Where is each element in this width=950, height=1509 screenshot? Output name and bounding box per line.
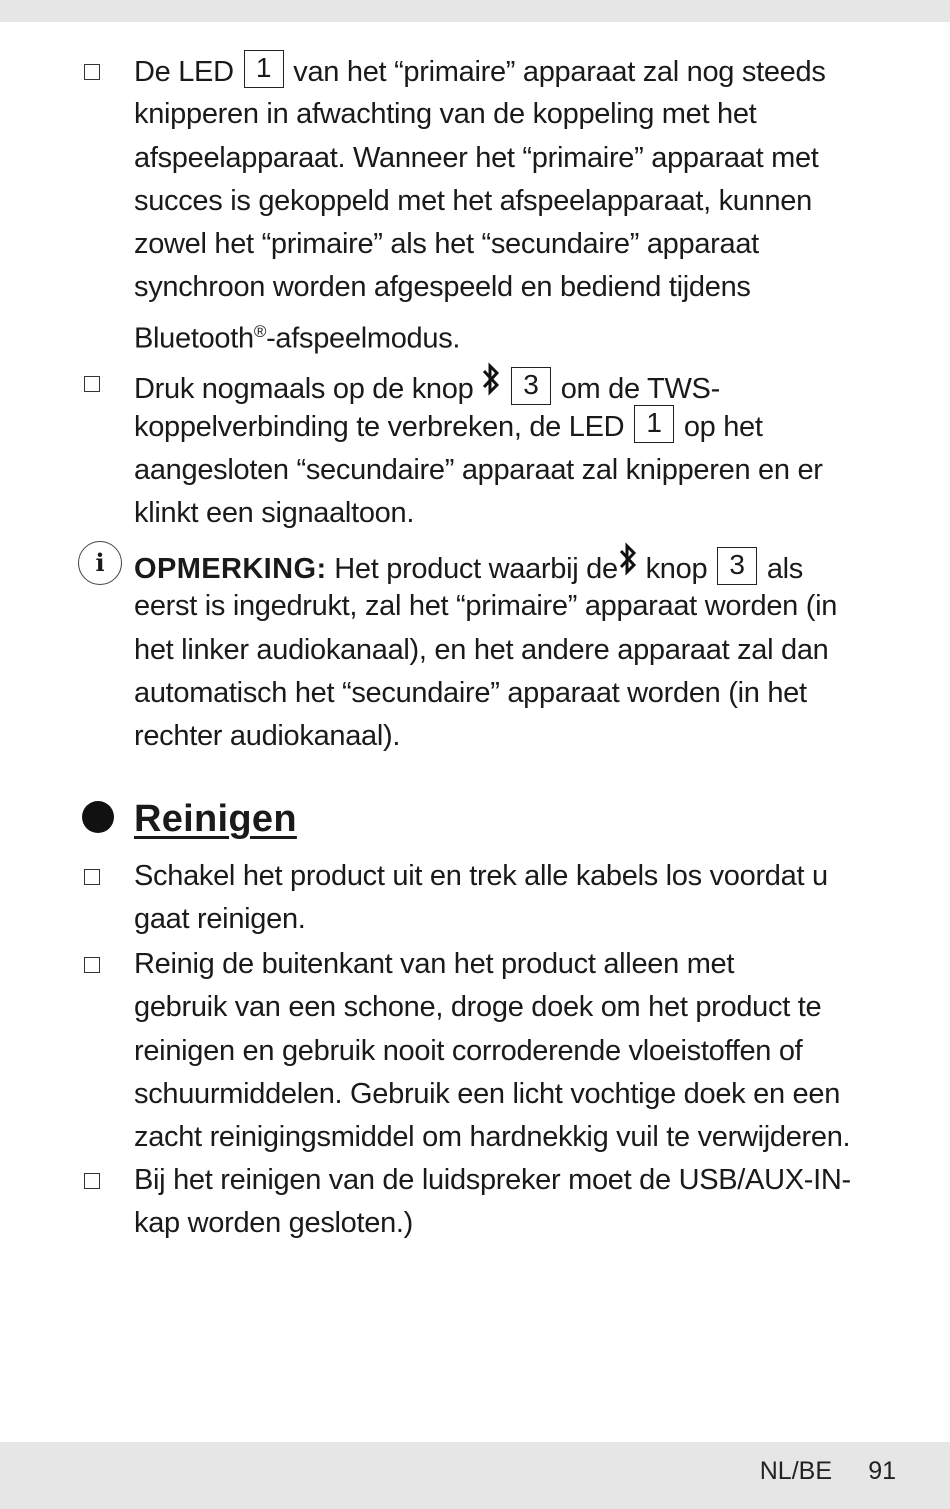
reference-number-box: 3 [511,367,551,405]
reference-number-box: 1 [634,405,674,443]
section-title: Reinigen [134,798,297,840]
reference-number-box: 1 [244,50,284,88]
text-line: schuurmiddelen. Gebruik een licht vochtige doek en een [134,1077,841,1110]
checkbox-bullet-icon [84,376,100,392]
bullet-paragraph-cleaning-method [134,943,924,1159]
note-label: OPMERKING: [134,553,327,585]
text-line: zowel het “primaire” als het “secundaire” apparaat [134,228,759,261]
info-icon: i [78,541,122,585]
text-line: kap worden gesloten.) [134,1207,414,1240]
text-span: knop [645,553,708,585]
text-span: op het [683,411,763,444]
language-code: NL/BE [759,1457,832,1485]
registered-mark: ® [253,321,267,341]
bullet-paragraph-tws-disconnect [134,362,924,535]
text-span: koppelverbinding te verbreken, de LED [134,411,625,444]
text-line: klinkt een signaaltoon. [134,496,415,529]
reference-number-box: 3 [717,547,757,585]
text-span: -afspeelmodus. [266,322,461,355]
text-span: als [766,553,803,585]
text-line: reinigen en gebruik nooit corroderende vloeistoffen of [134,1034,803,1067]
text-line: het linker audiokanaal), en het andere apparaat zal dan [134,633,829,666]
top-bar [0,0,950,22]
text-line: rechter audiokanaal). [134,720,401,753]
text-line: succes is gekoppeld met het afspeelapparaat, kunnen [134,184,812,217]
text-line: Reinig de buitenkant van het product alleen met [134,948,735,980]
text-span: De LED [134,56,234,88]
bullet-paragraph-usb-cover [134,1159,924,1246]
page-number: 91 [868,1457,896,1485]
text-line: Bij het reinigen van de luidspreker moet de USB/AUX-IN- [134,1164,851,1196]
bluetooth-icon [618,542,638,576]
text-line: gebruik van een schone, droge doek om het product te [134,991,822,1024]
text-span: Het product waarbij de [334,553,618,585]
text-line: Schakel het product uit en trek alle kabels los voordat u [134,860,828,892]
text-line: eerst is ingedrukt, zal het “primaire” apparaat worden (in [134,590,838,623]
text-line: aangesloten “secundaire” apparaat zal knipperen en er [134,453,823,486]
text-span: van het “primaire” apparaat zal nog steeds [293,56,826,88]
text-span: om de TWS- [560,373,720,405]
text-line: zacht reinigingsmiddel om hardnekkig vuil te verwijderen. [134,1121,851,1154]
bullet-paragraph-unplug [134,855,924,942]
text-line: knipperen in afwachting van de koppeling met het [134,98,757,131]
bullet-paragraph-led-status [134,50,924,353]
note-paragraph [134,542,924,758]
checkbox-bullet-icon [84,1173,100,1189]
text-line: afspeelapparaat. Wanneer het “primaire” apparaat met [134,141,819,174]
checkbox-bullet-icon [84,957,100,973]
page-footer [0,1442,950,1509]
bluetooth-icon [481,362,501,396]
checkbox-bullet-icon [84,64,100,80]
section-bullet-dot-icon [82,801,114,833]
text-line: automatisch het “secundaire” apparaat worden (in het [134,676,807,709]
text-span: Bluetooth [134,322,254,355]
checkbox-bullet-icon [84,869,100,885]
text-line: synchroon worden afgespeeld en bediend tijdens [134,271,751,304]
text-span: Druk nogmaals op de knop [134,373,474,405]
text-line: gaat reinigen. [134,903,306,936]
